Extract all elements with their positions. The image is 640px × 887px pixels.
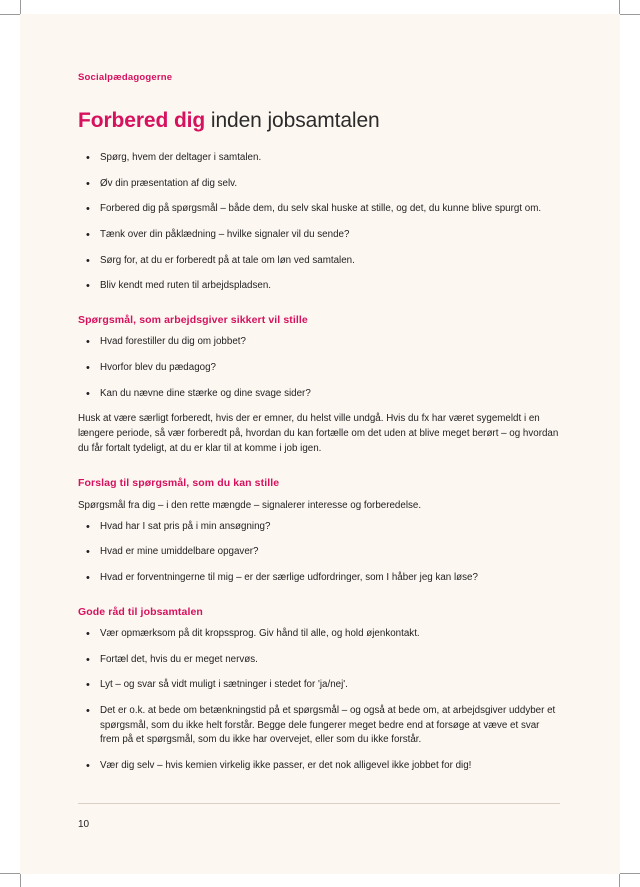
list-item: • Hvad er forventningerne til mig – er der særlige udfordringer, som I håber jeg kan løse?	[78, 571, 560, 586]
section-heading-good-advice: Gode råd til jobsamtalen	[78, 605, 203, 618]
page-title	[78, 109, 560, 133]
bullet-list-your-questions	[78, 520, 560, 586]
page-number: 10	[78, 819, 90, 830]
list-item: • Hvad forestiller du dig om jobbet?	[78, 335, 560, 350]
brand-label: Socialpædagogerne	[78, 72, 173, 83]
section-heading-employer-questions: Spørgsmål, som arbejdsgiver sikkert vil stille	[78, 314, 308, 327]
list-item: • Bliv kendt med ruten til arbejdspladsen.	[78, 279, 560, 294]
list-item: • Det er o.k. at bede om betænkningstid på et spørgsmål – og også at bede om, at arbejdsgiver uddyber et spørgsmål, som du ikke helt forstår. Begge dele fungerer meget bedre end at forsøge at væve et svar frem på et spørgsmål, som du ikke har overvejet, eller som du ikke forstår.	[78, 704, 560, 748]
list-item: • Øv din præsentation af dig selv.	[78, 177, 560, 192]
list-item: • Fortæl det, hvis du er meget nervøs.	[78, 653, 560, 668]
list-item: • Lyt – og svar så vidt muligt i sætninger i stedet for 'ja/nej'.	[78, 678, 560, 693]
crop-mark-top-left	[20, 0, 21, 14]
list-item: • Hvad er mine umiddelbare opgaver?	[78, 545, 560, 560]
paragraph-your-questions-intro: Spørgsmål fra dig – i den rette mængde – signalerer interesse og forberedelse.	[78, 499, 422, 511]
list-item: • Tænk over din påklædning – hvilke signaler vil du sende?	[78, 228, 560, 243]
page-title-rest: inden jobsamtalen	[205, 109, 380, 132]
page-content	[78, 72, 560, 785]
list-item: • Kan du nævne dine stærke og dine svage sider?	[78, 387, 560, 402]
crop-mark-right-top	[620, 14, 640, 15]
page-title-strong: Forbered dig	[78, 109, 206, 132]
crop-mark-right-bottom	[620, 873, 640, 874]
list-item: • Forbered dig på spørgsmål – både dem, du selv skal huske at stille, og det, du kunne blive spurgt om.	[78, 202, 560, 217]
list-item: • Vær dig selv – hvis kemien virkelig ikke passer, er det nok alligevel ikke jobbet for dig!	[78, 759, 560, 774]
paragraph-preparation-note: Husk at være særligt forberedt, hvis der er emner, du helst ville undgå. Hvis du fx har været sygemeldt i en længere periode, så vær forberedt på, hvordan du kan fortælle om det uden at blive meget berørt – og hvordan du får fortalt tydeligt, at du er klar til at komme i job igen.	[78, 413, 559, 454]
list-item: • Spørg, hvem der deltager i samtalen.	[78, 151, 560, 166]
list-item: • Hvad har I sat pris på i min ansøgning?	[78, 520, 560, 535]
crop-mark-top-right	[619, 0, 620, 14]
footer-divider	[78, 803, 560, 804]
crop-mark-bottom-right	[619, 874, 620, 887]
bullet-list-intro	[78, 151, 560, 294]
document-page	[20, 14, 620, 874]
crop-mark-left-bottom	[0, 873, 20, 874]
section-heading-your-questions: Forslag til spørgsmål, som du kan stille	[78, 476, 280, 489]
bullet-list-employer-questions	[78, 335, 560, 401]
list-item: • Vær opmærksom på dit kropssprog. Giv hånd til alle, og hold øjenkontakt.	[78, 627, 560, 642]
crop-mark-bottom-left	[20, 874, 21, 887]
list-item: • Hvorfor blev du pædagog?	[78, 361, 560, 376]
bullet-list-good-advice	[78, 627, 560, 774]
crop-mark-left-top	[0, 14, 20, 15]
list-item: • Sørg for, at du er forberedt på at tale om løn ved samtalen.	[78, 254, 560, 269]
